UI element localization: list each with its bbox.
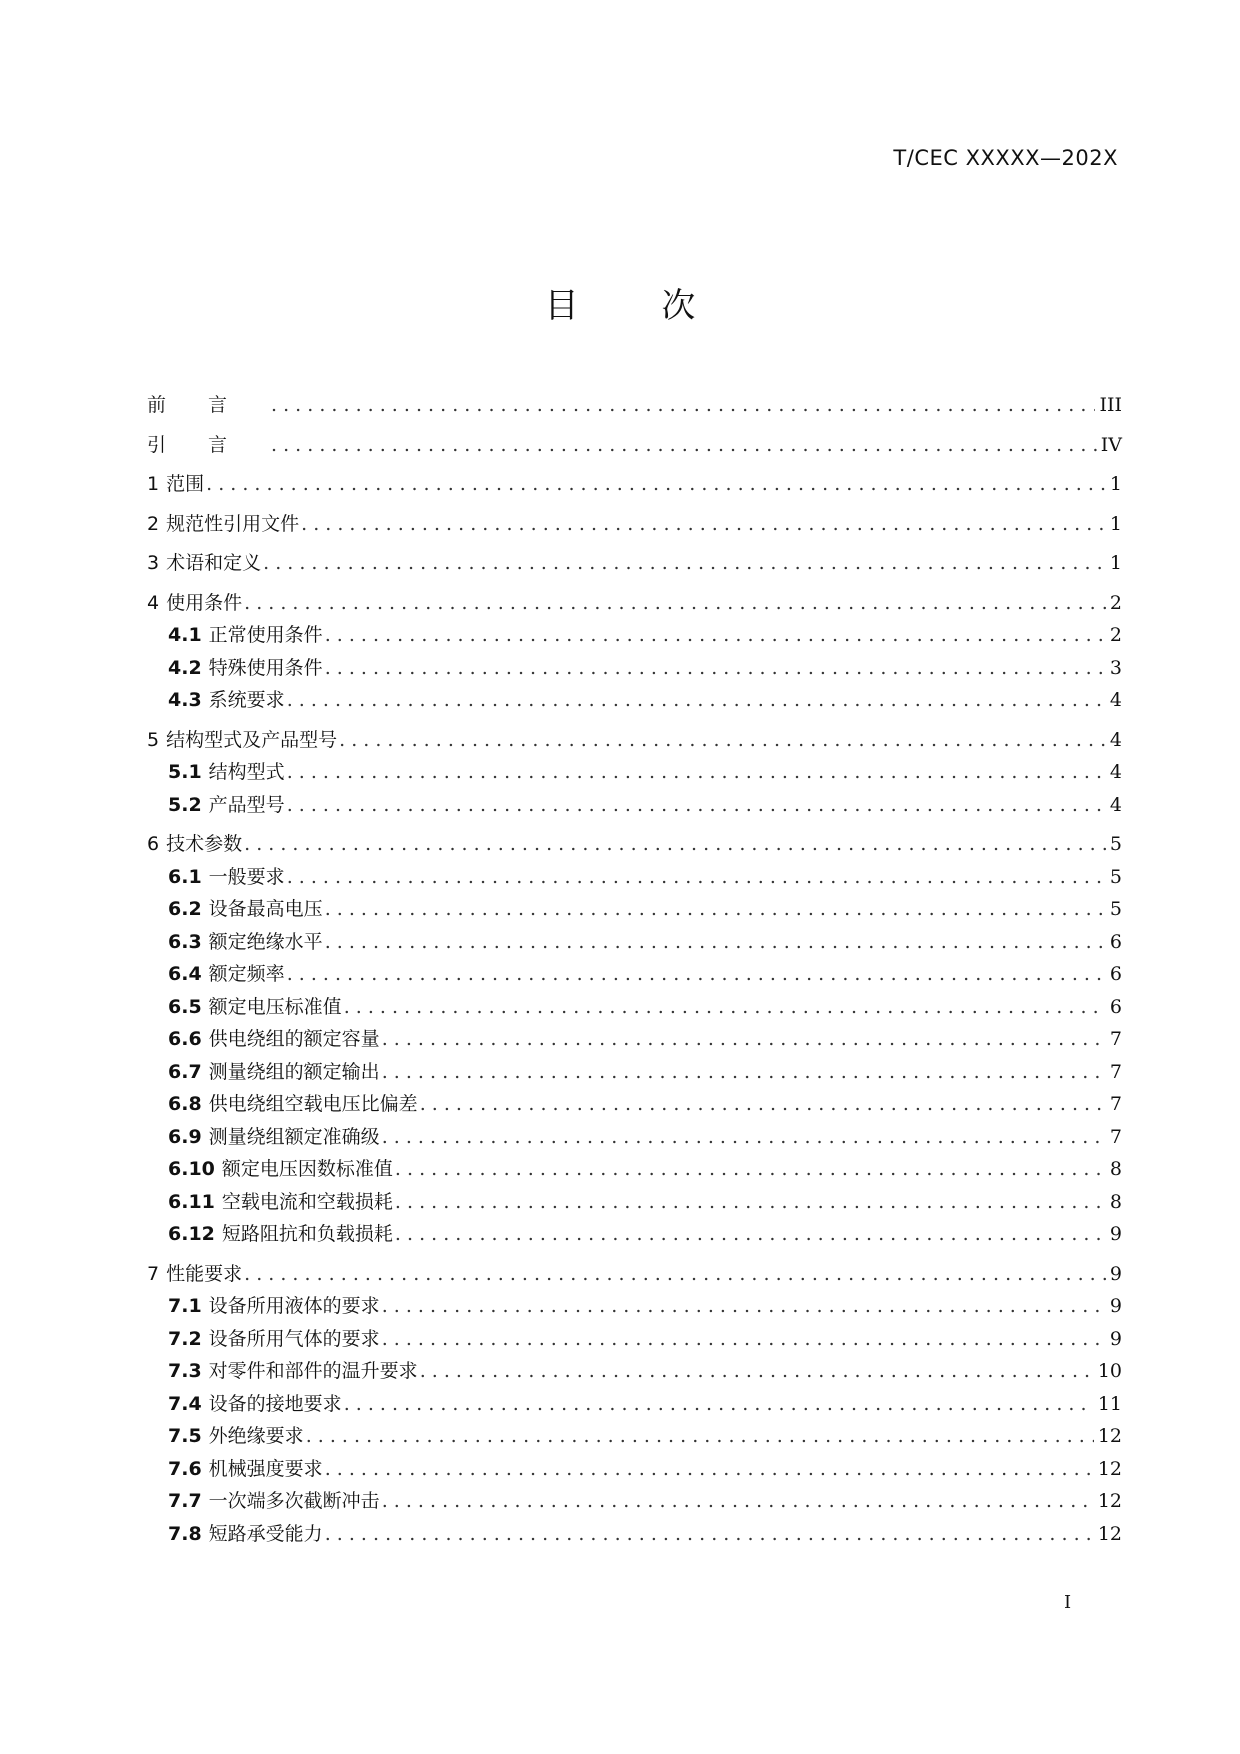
toc-entry-number: 6.7 — [168, 1060, 202, 1083]
toc-entry-number: 6 — [147, 833, 160, 855]
toc-entry[interactable] — [147, 1389, 1122, 1422]
dot-leader — [382, 1295, 1106, 1317]
toc-entry-page: 7 — [1109, 1125, 1122, 1148]
toc-entry[interactable] — [147, 1154, 1122, 1187]
dot-leader — [287, 689, 1106, 711]
toc-entry[interactable] — [147, 1324, 1122, 1357]
dot-leader — [382, 1126, 1106, 1148]
dot-leader — [325, 657, 1106, 679]
toc-entry[interactable] — [147, 1356, 1122, 1389]
toc-entry-label: 空载电流和空载损耗 — [221, 1190, 393, 1213]
toc-entry-page: 6 — [1109, 995, 1122, 1018]
dot-leader — [395, 1191, 1106, 1213]
toc-entry[interactable] — [147, 894, 1122, 927]
toc-entry[interactable] — [147, 959, 1122, 992]
toc-entry[interactable] — [147, 992, 1122, 1025]
toc-entry-number: 5 — [147, 728, 160, 751]
toc-entry-page: 6 — [1109, 963, 1122, 985]
toc-entry-number: 7.3 — [168, 1360, 202, 1382]
toc-entry-page: 1 — [1109, 512, 1122, 535]
toc-entry[interactable] — [147, 1024, 1122, 1057]
toc-entry-label: 前言 — [147, 394, 270, 416]
toc-entry[interactable] — [147, 1057, 1122, 1090]
toc-entry[interactable] — [147, 1486, 1122, 1519]
dot-leader — [287, 794, 1106, 816]
dot-leader — [301, 513, 1106, 535]
toc-entry-page: 9 — [1109, 1262, 1122, 1285]
toc-entry-page: III — [1099, 394, 1122, 416]
toc-entry-page: 9 — [1109, 1327, 1122, 1350]
toc-entry-page: 1 — [1109, 552, 1122, 574]
dot-leader — [395, 1158, 1106, 1180]
toc-entry-number: 6.8 — [168, 1093, 202, 1115]
toc-entry-number: 7.7 — [168, 1490, 202, 1512]
toc-entry[interactable] — [147, 685, 1122, 718]
dot-leader — [325, 898, 1106, 920]
toc-entry-number: 6.11 — [168, 1190, 215, 1213]
toc-entry-label: 供电绕组空载电压比偏差 — [208, 1093, 418, 1115]
dot-leader — [420, 1093, 1106, 1115]
page-title: 目 次 — [544, 286, 732, 326]
dot-leader — [382, 1061, 1106, 1083]
toc-entry-number: 6.6 — [168, 1028, 202, 1050]
toc-entry-number: 2 — [147, 512, 160, 535]
toc-entry-number: 6.2 — [168, 898, 202, 920]
toc-entry[interactable] — [147, 653, 1122, 686]
dot-leader — [263, 552, 1106, 574]
toc-entry-label: 正常使用条件 — [208, 624, 323, 646]
toc-entry-page: 12 — [1097, 1457, 1122, 1480]
dot-leader — [287, 963, 1106, 985]
toc-entry-page: IV — [1100, 433, 1122, 456]
dot-leader — [325, 624, 1106, 646]
toc-entry[interactable] — [147, 1187, 1122, 1220]
toc-entry-label: 规范性引用文件 — [166, 512, 300, 535]
toc-entry-number: 4.1 — [168, 624, 202, 646]
toc-entry-number: 6.3 — [168, 930, 202, 953]
dot-leader — [382, 1490, 1094, 1512]
toc-entry[interactable] — [147, 725, 1122, 758]
page-number: I — [1064, 1592, 1072, 1613]
toc-entry-page: 4 — [1109, 689, 1122, 711]
dot-leader — [382, 1028, 1106, 1050]
toc-entry-page: 4 — [1109, 761, 1122, 783]
toc-entry-page: 8 — [1109, 1190, 1122, 1213]
dot-leader — [420, 1360, 1094, 1382]
dot-leader — [244, 592, 1106, 614]
dot-leader — [271, 434, 1097, 456]
dot-leader — [344, 1393, 1094, 1415]
dot-leader — [382, 1328, 1106, 1350]
toc-entry[interactable] — [147, 1519, 1122, 1552]
dot-leader — [325, 1523, 1094, 1545]
toc-entry-label: 额定频率 — [208, 963, 285, 985]
dot-leader — [325, 931, 1106, 953]
toc-entry-number: 6.12 — [168, 1223, 215, 1245]
toc-entry-label: 使用条件 — [166, 591, 243, 614]
toc-entry-label: 外绝缘要求 — [208, 1425, 304, 1447]
toc-entry-number: 7.1 — [168, 1295, 202, 1317]
toc-entry-number: 7.2 — [168, 1327, 202, 1350]
toc-entry-label: 设备最高电压 — [208, 898, 323, 920]
toc-entry-label: 设备的接地要求 — [208, 1392, 342, 1415]
toc-entry-page: 10 — [1097, 1360, 1122, 1382]
toc-entry-page: 4 — [1109, 728, 1122, 751]
dot-leader — [344, 996, 1106, 1018]
toc-entry-label: 系统要求 — [208, 689, 285, 711]
toc-entry-label: 范围 — [166, 473, 205, 495]
toc-entry-page: 12 — [1097, 1425, 1122, 1447]
toc-entry-label: 性能要求 — [166, 1262, 243, 1285]
toc-entry-page: 2 — [1109, 591, 1122, 614]
toc-entry[interactable] — [147, 1454, 1122, 1487]
toc-entry[interactable] — [147, 620, 1122, 653]
toc-entry-page: 11 — [1097, 1392, 1122, 1415]
toc-entry[interactable] — [147, 430, 1122, 463]
dot-leader — [206, 473, 1106, 495]
toc-entry-number: 5.1 — [168, 761, 202, 783]
toc-entry-number: 7.5 — [168, 1425, 202, 1447]
table-of-contents — [147, 390, 1122, 1551]
dot-leader — [395, 1223, 1106, 1245]
toc-entry[interactable] — [147, 548, 1122, 581]
toc-entry-page: 3 — [1109, 656, 1122, 679]
dot-leader — [287, 761, 1106, 783]
toc-entry-page: 5 — [1109, 833, 1122, 855]
toc-entry-label: 额定绝缘水平 — [208, 930, 323, 953]
toc-entry-number: 7.4 — [168, 1392, 202, 1415]
toc-entry-page: 5 — [1109, 898, 1122, 920]
toc-entry-number: 4.2 — [168, 656, 202, 679]
toc-entry-number: 1 — [147, 473, 160, 495]
toc-entry-label: 技术参数 — [166, 833, 243, 855]
dot-leader — [325, 1458, 1094, 1480]
toc-entry[interactable] — [147, 927, 1122, 960]
toc-entry-number: 6.5 — [168, 995, 202, 1018]
document-code: T/CEC XXXXX—202X — [893, 146, 1118, 170]
toc-entry-number: 6.9 — [168, 1125, 202, 1148]
toc-entry-label: 短路承受能力 — [208, 1522, 323, 1545]
toc-entry-page: 12 — [1097, 1490, 1122, 1512]
toc-entry-page: 6 — [1109, 930, 1122, 953]
toc-entry[interactable] — [147, 790, 1122, 823]
toc-entry-label: 结构型式 — [208, 761, 285, 783]
toc-entry[interactable] — [147, 509, 1122, 542]
toc-entry-number: 7.6 — [168, 1457, 202, 1480]
toc-entry[interactable] — [147, 1089, 1122, 1122]
toc-entry[interactable] — [147, 1219, 1122, 1252]
toc-entry-label: 设备所用气体的要求 — [208, 1327, 380, 1350]
toc-entry[interactable] — [147, 1291, 1122, 1324]
toc-entry-page: 8 — [1109, 1158, 1122, 1180]
toc-entry-number: 6.10 — [168, 1158, 215, 1180]
dot-leader — [244, 833, 1106, 855]
dot-leader — [287, 866, 1106, 888]
toc-entry[interactable] — [147, 1259, 1122, 1292]
toc-entry-number: 7.8 — [168, 1522, 202, 1545]
toc-entry-page: 1 — [1109, 473, 1122, 495]
toc-entry-label: 测量绕组额定准确级 — [208, 1125, 380, 1148]
dot-leader — [271, 394, 1095, 416]
toc-entry-label: 产品型号 — [208, 793, 285, 816]
toc-entry-number: 7 — [147, 1262, 160, 1285]
toc-entry-page: 5 — [1109, 865, 1122, 888]
dot-leader — [306, 1425, 1094, 1447]
toc-entry-page: 7 — [1109, 1093, 1122, 1115]
toc-entry-page: 7 — [1109, 1060, 1122, 1083]
toc-entry-label: 结构型式及产品型号 — [166, 728, 338, 751]
toc-entry-label: 特殊使用条件 — [208, 656, 323, 679]
toc-entry-label: 一次端多次截断冲击 — [208, 1490, 380, 1512]
toc-entry[interactable] — [147, 390, 1122, 423]
toc-entry-number: 4.3 — [168, 689, 202, 711]
toc-entry-number: 6.1 — [168, 865, 202, 888]
toc-entry[interactable] — [147, 862, 1122, 895]
toc-entry-number: 4 — [147, 591, 160, 614]
toc-entry-label: 术语和定义 — [166, 552, 262, 574]
toc-entry[interactable] — [147, 588, 1122, 621]
toc-entry-number: 5.2 — [168, 793, 202, 816]
toc-entry[interactable] — [147, 829, 1122, 862]
toc-entry-label: 引言 — [147, 433, 270, 456]
toc-entry[interactable] — [147, 469, 1122, 502]
toc-entry[interactable] — [147, 1122, 1122, 1155]
toc-entry-page: 9 — [1109, 1223, 1122, 1245]
toc-entry-label: 额定电压因数标准值 — [221, 1158, 393, 1180]
toc-entry-label: 短路阻抗和负载损耗 — [221, 1223, 393, 1245]
toc-entry-label: 供电绕组的额定容量 — [208, 1028, 380, 1050]
toc-entry-page: 12 — [1097, 1522, 1122, 1545]
toc-entry-page: 4 — [1109, 793, 1122, 816]
dot-leader — [339, 729, 1106, 751]
toc-entry-label: 对零件和部件的温升要求 — [208, 1360, 418, 1382]
toc-entry-page: 9 — [1109, 1295, 1122, 1317]
toc-entry-label: 一般要求 — [208, 865, 285, 888]
dot-leader — [244, 1263, 1106, 1285]
toc-entry-label: 设备所用液体的要求 — [208, 1295, 380, 1317]
toc-entry[interactable] — [147, 757, 1122, 790]
toc-entry-label: 额定电压标准值 — [208, 995, 342, 1018]
toc-entry-number: 6.4 — [168, 963, 202, 985]
toc-entry-page: 7 — [1109, 1028, 1122, 1050]
toc-entry[interactable] — [147, 1421, 1122, 1454]
toc-entry-number: 3 — [147, 552, 160, 574]
toc-entry-label: 机械强度要求 — [208, 1457, 323, 1480]
toc-entry-page: 2 — [1109, 624, 1122, 646]
toc-entry-label: 测量绕组的额定输出 — [208, 1060, 380, 1083]
